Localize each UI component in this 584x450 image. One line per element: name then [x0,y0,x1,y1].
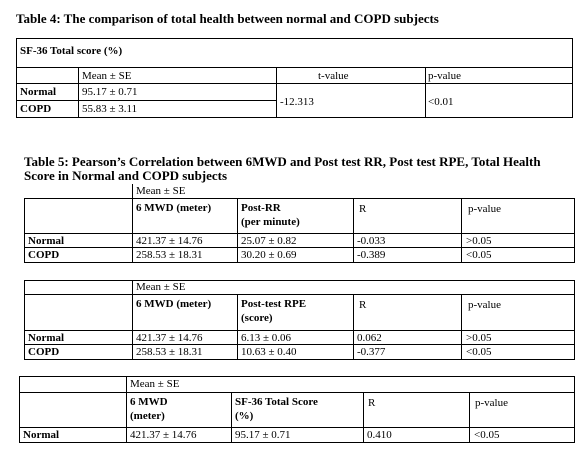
cell-value: 25.07 ± 0.82 [241,235,297,247]
table4-col-mean: Mean ± SE [82,70,132,82]
col-6mwd: 6 MWD [130,396,168,408]
cell-value: 10.63 ± 0.40 [241,346,297,358]
table4-score-header: SF-36 Total score (%) [20,45,123,57]
table4-row-label: Normal [20,86,57,98]
row-label: COPD [28,249,60,261]
col-6mwd-unit: (meter) [130,410,165,422]
row-label: Normal [28,332,65,344]
cell-r: -0.389 [357,249,386,261]
col-r: R [359,203,367,215]
col-r: R [359,299,367,311]
table4-p-value: <0.01 [428,96,454,108]
col-sf36-total: SF-36 Total Score [235,396,318,408]
cell-mwd: 258.53 ± 18.31 [136,249,203,261]
row-label: Normal [23,429,60,441]
table4-col-t: t-value [318,70,349,82]
col-post-rpe-unit: (score) [241,312,273,324]
table5-caption-line2: Score in Normal and COPD subjects [24,168,228,183]
cell-p: <0.05 [466,346,492,358]
cell-r: 0.062 [357,332,382,344]
cell-p: >0.05 [466,235,492,247]
cell-r: -0.377 [357,346,386,358]
col-post-rr-unit: (per minute) [241,216,300,228]
table4-row-mean: 55.83 ± 3.11 [82,103,138,115]
table4-row-mean: 95.17 ± 0.71 [82,86,138,98]
cell-mwd: 421.37 ± 14.76 [136,332,203,344]
cell-r: 0.410 [367,429,392,441]
row-label: Normal [28,235,65,247]
cell-p: <0.05 [474,429,500,441]
cell-mwd: 421.37 ± 14.76 [130,429,197,441]
cell-p: <0.05 [466,249,492,261]
mean-header: Mean ± SE [136,185,186,197]
row-label: COPD [28,346,60,358]
cell-r: -0.033 [357,235,386,247]
cell-value: 6.13 ± 0.06 [241,332,292,344]
table5-caption-line1: Table 5: Pearson’s Correlation between 6MWD and Post test RR, Post test RPE, Total Health [24,154,541,169]
mean-header: Mean ± SE [136,281,186,293]
table4-col-p: p-value [428,70,461,82]
cell-mwd: 421.37 ± 14.76 [136,235,203,247]
col-post-rpe: Post-test RPE [241,298,307,310]
col-6mwd: 6 MWD (meter) [136,298,212,310]
cell-value: 95.17 ± 0.71 [235,429,291,441]
col-r: R [368,397,376,409]
col-sf36-unit: (%) [235,410,254,422]
col-p: p-value [468,299,501,311]
table4-caption: Table 4: The comparison of total health between normal and COPD subjects [16,11,439,26]
cell-p: >0.05 [466,332,492,344]
cell-mwd: 258.53 ± 18.31 [136,346,203,358]
col-p: p-value [468,203,501,215]
table4-t-value: -12.313 [280,96,314,108]
col-6mwd: 6 MWD (meter) [136,202,212,214]
cell-value: 30.20 ± 0.69 [241,249,297,261]
table4-row-label: COPD [20,103,52,115]
col-post-rr: Post-RR [241,202,281,214]
mean-header: Mean ± SE [130,378,180,390]
col-p: p-value [475,397,508,409]
